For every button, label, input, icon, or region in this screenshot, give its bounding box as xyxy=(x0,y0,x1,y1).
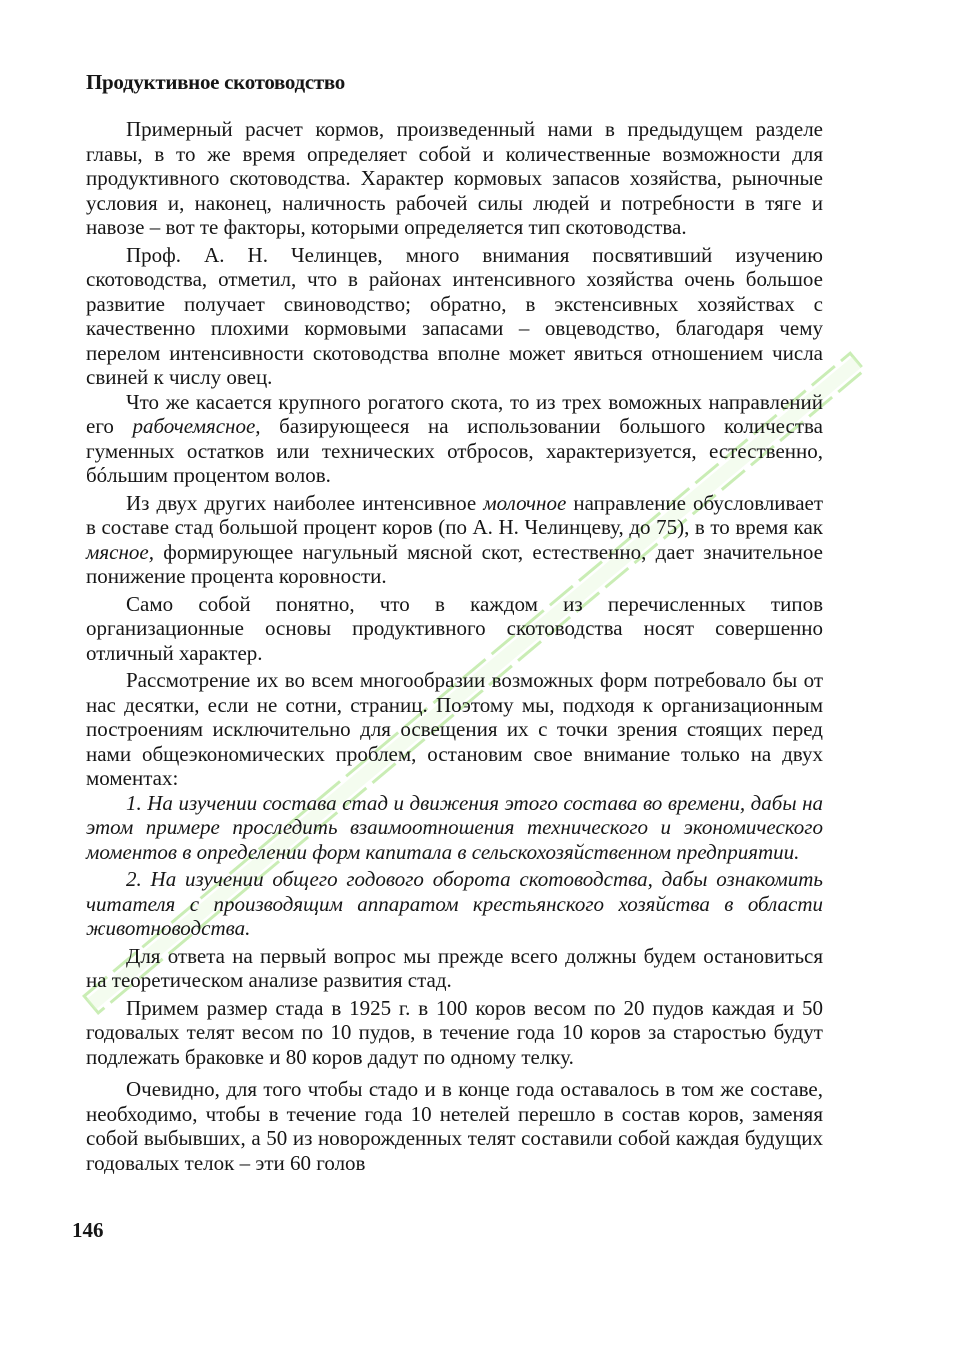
paragraph: Проф. А. Н. Челинцев, много внимания посвятивший изучению скотоводства, отметил, что в районах интенсивного хозяйства очень большое развитие получает свиноводство; обратно, в экстенсивных хозяйствах с качественно плохими кормовыми запасами – овцеводство, благодаря чему перелом интенсивности скотоводства вполне может явиться отношением числа свиней к числу овец. xyxy=(86,242,823,389)
paragraph: Примем размер стада в 1925 г. в 100 коров весом по 20 пудов каждая и 50 годовалых телят весом по 10 пудов, в течение года 10 коров за старостью будут подлежать браковке и 80 коров дадут по одному телку. xyxy=(86,995,823,1069)
section-heading: Продуктивное скотоводство xyxy=(86,70,345,94)
page-number: 146 xyxy=(72,1218,104,1242)
italic-list-item: 2. На изучении общего годового оборота скотоводства, дабы ознакомить читателя с производящим аппаратом крестьянского хозяйства в области животноводства. xyxy=(86,867,823,940)
paragraph: Само собой понятно, что в каждом из перечисленных типов организационные основы продуктивного скотоводства носят совершенно отличный характер. xyxy=(86,591,823,665)
paragraph: Для ответа на первый вопрос мы прежде всего должны будем остановиться на теоретическом анализе развития стад. xyxy=(86,943,823,992)
italic-term: мясное, xyxy=(86,539,154,564)
paragraph: Примерный расчет кормов, произведенный нами в предыдущем разделе главы, в то же время определяет собой и количественные возможности для продуктивного скотоводства. Характер кормовых запасов хозяйства, рыночные условия и, наконец, наличность рабочей силы людей и потребности в тяге и навозе – вот те факторы, которыми определяется тип скотоводства. xyxy=(86,117,823,239)
body-text xyxy=(86,117,823,1175)
italic-list-item: 1. На изучении состава стад и движения этого состава во времени, дабы на этом примере проследить взаимоотношения технического и экономического моментов в определении форм капитала в сельскохозяйственном предприятии. xyxy=(86,790,823,864)
paragraph: Рассмотрение их во всем многообразии возможных форм потребовало бы от нас десятки, если не сотни, страниц. Поэтому мы, подходя к организационным построениям исключительно для освещения их с точки зрения стоящих перед нами общеэкономических проблем, остановим свое внимание только на двух моментах: xyxy=(86,668,823,790)
italic-term: рабочемясное, xyxy=(132,414,261,438)
paragraph: Из двух других наиболее интенсивное молочное направление обусловливает в составе стад большой процент коров (по А. Н. Челинцеву, до 75), в то время как мясное, формирующее нагульный мясной скот, естественно, дает значительное понижение процента коровности. xyxy=(86,490,824,588)
paragraph: Очевидно, для того чтобы стадо и в конце года оставалось в том же составе, необходимо, чтобы в течение года 10 нетелей перешло в состав коров, заменяя собой выбывших, а 50 из новорожденных телят составили собой каждая будущих годовалых телок – эти 60 голов xyxy=(86,1077,823,1175)
italic-term: молочное xyxy=(483,490,567,515)
paragraph: Что же касается крупного рогатого скота, то из трех воможных направлений его рабочемясное, базирующееся на использовании большого количества гуменных остатков или технических отбросов, характеризуется, естественно, бóльшим процентом волов. xyxy=(86,389,823,487)
